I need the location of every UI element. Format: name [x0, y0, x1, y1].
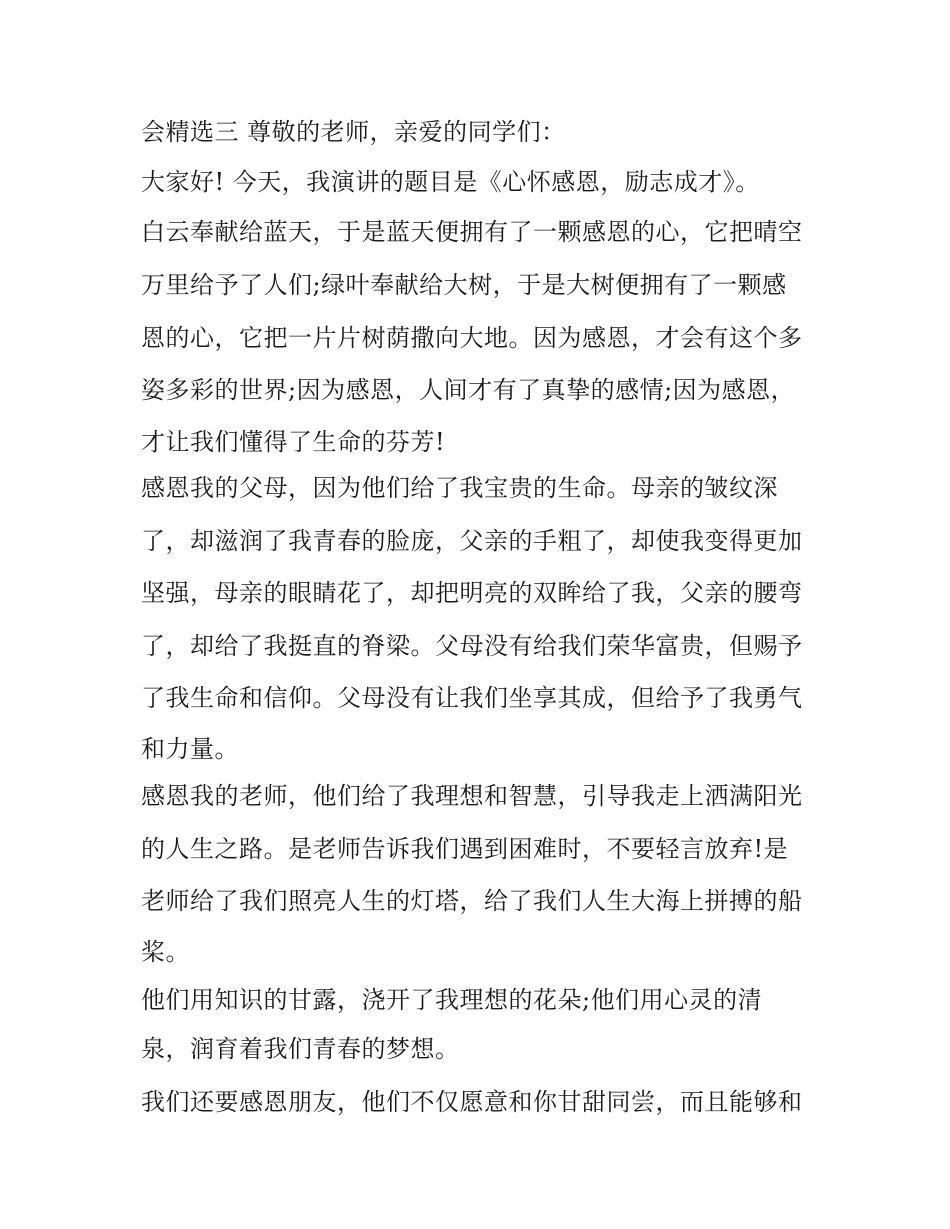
text-line: 白云奉献给蓝天，于是蓝天便拥有了一颗感恩的心，它把晴空 [141, 218, 803, 246]
text-line: 了我生命和信仰。父母没有让我们坐享其成，但给予了我勇气 [141, 684, 803, 712]
text-line: 万里给予了人们;绿叶奉献给大树，于是大树便拥有了一颗感 [141, 271, 787, 299]
text-line: 他们用知识的甘露，浇开了我理想的花朵;他们用心灵的清 [141, 986, 763, 1014]
text-line: 了，却滋润了我青春的脸庞，父亲的手粗了，却使我变得更加 [141, 527, 803, 555]
text-line: 姿多彩的世界;因为感恩，人间才有了真挚的感情;因为感恩， [141, 376, 796, 404]
text-line: 坚强，母亲的眼睛花了，却把明亮的双眸给了我，父亲的腰弯 [141, 579, 803, 607]
text-line: 我们还要感恩朋友，他们不仅愿意和你甘甜同尝，而且能够和 [141, 1088, 803, 1116]
text-line: 感恩我的父母，因为他们给了我宝贵的生命。母亲的皱纹深 [141, 474, 778, 502]
text-line: 会精选三 尊敬的老师，亲爱的同学们： [141, 118, 566, 146]
text-line: 感恩我的老师，他们给了我理想和智慧，引导我走上洒满阳光 [141, 782, 803, 810]
text-line: 和力量。 [141, 735, 239, 763]
text-line: 恩的心，它把一片片树荫撒向大地。因为感恩，才会有这个多 [141, 324, 803, 352]
text-line: 泉，润育着我们青春的梦想。 [141, 1035, 460, 1063]
text-line: 桨。 [141, 938, 190, 966]
text-line: 才让我们懂得了生命的芬芳! [141, 428, 446, 456]
text-line: 了，却给了我挺直的脊梁。父母没有给我们荣华富贵，但赐予 [141, 632, 803, 660]
text-line: 大家好! 今天，我演讲的题目是《心怀感恩，励志成才》。 [141, 168, 760, 196]
text-line: 的人生之路。是老师告诉我们遇到困难时，不要轻言放弃!是 [141, 835, 789, 863]
text-line: 老师给了我们照亮人生的灯塔，给了我们人生大海上拼搏的船 [141, 887, 803, 915]
